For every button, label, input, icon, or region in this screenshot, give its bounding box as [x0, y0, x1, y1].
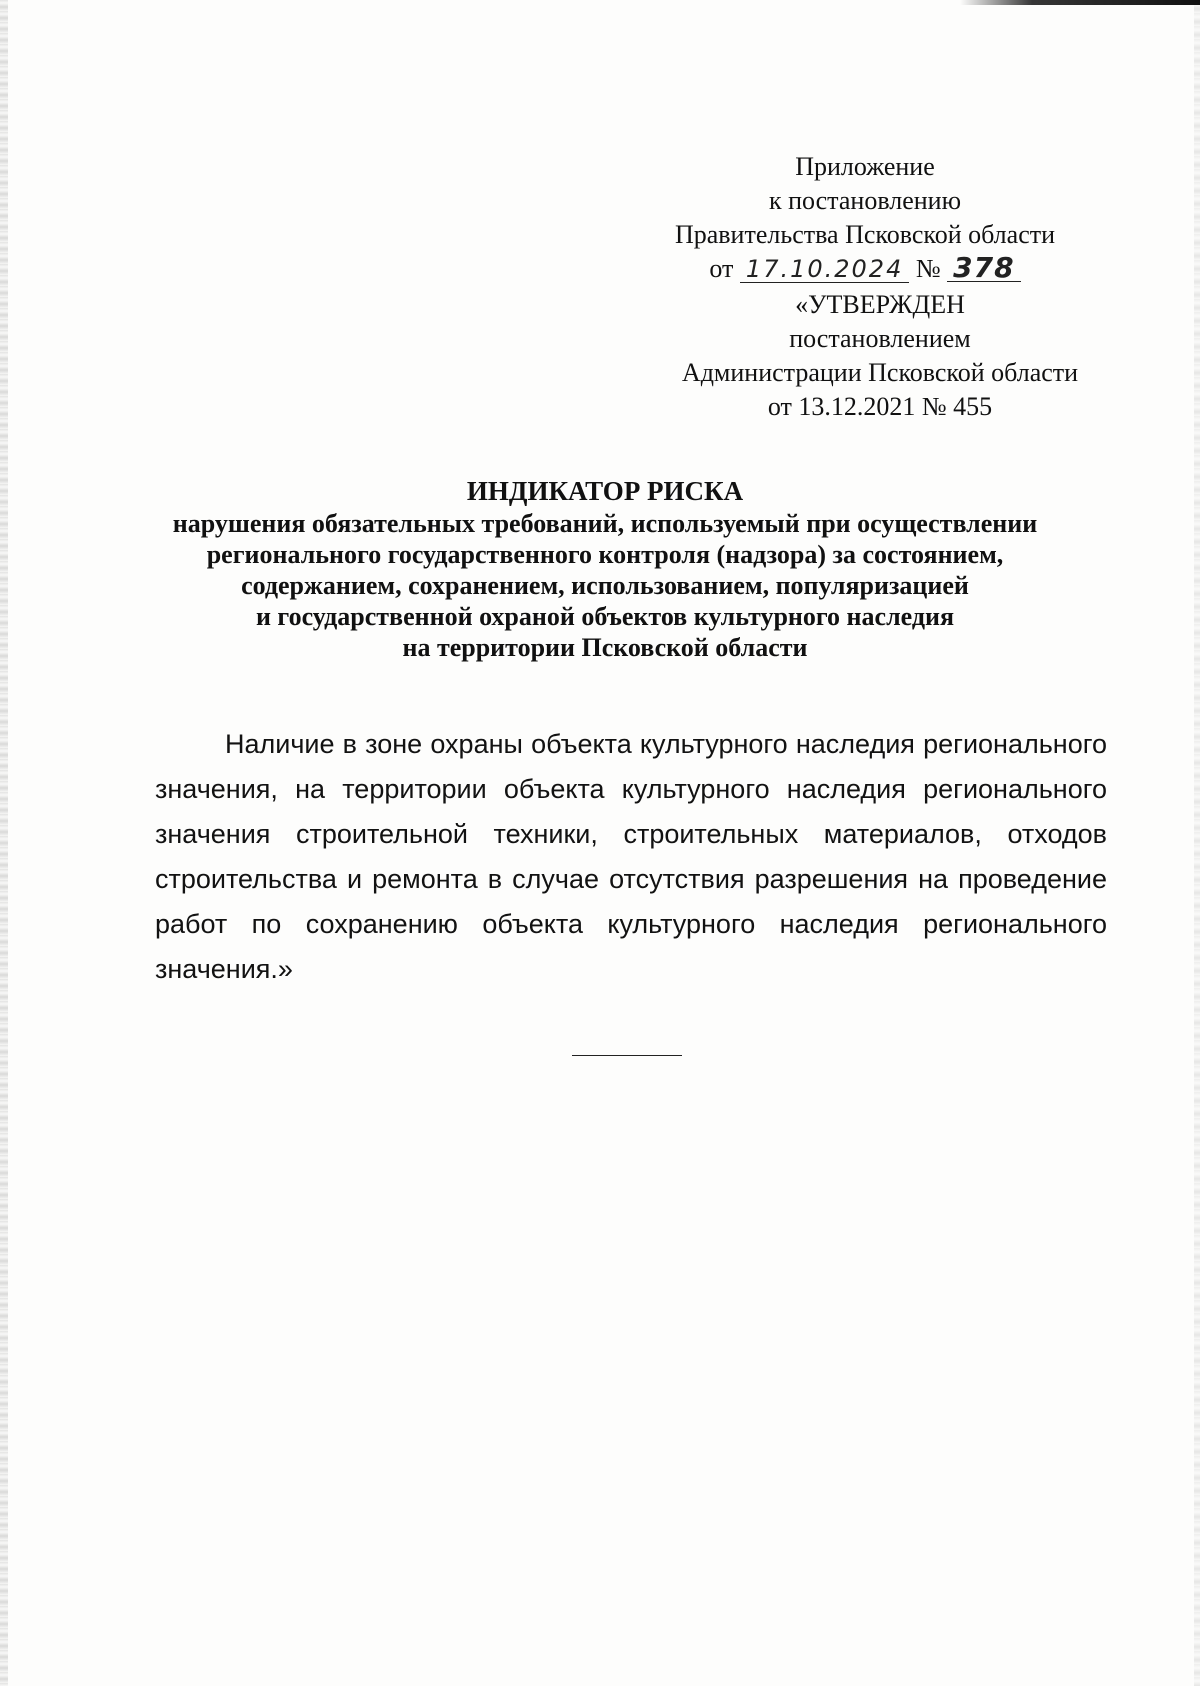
title-main: ИНДИКАТОР РИСКА	[466, 476, 744, 506]
appendix-reference: к постановлению	[768, 186, 962, 215]
scan-edge-artifact	[960, 0, 1200, 5]
body-paragraph: Наличие в зоне охраны объекта культурного наследия регионального значения, на территории объекта культурного наследия регионального значения строительной техники, строительных материалов, отходов строительства и ремонта в случае отсутствия разрешения на проведение работ по сохранению объекта культурного наследия регионального значения.»	[155, 729, 1107, 984]
approval-block	[640, 288, 1120, 424]
scan-edge-artifact	[1194, 0, 1200, 1686]
closing-divider	[572, 1055, 682, 1056]
number-sign: №	[915, 254, 941, 283]
appendix-block	[620, 150, 1110, 286]
handwritten-number: 378	[947, 255, 1020, 282]
appendix-date-row	[620, 252, 1110, 286]
approval-issuer: Администрации Псковской области	[681, 358, 1079, 387]
approval-date: от 13.12.2021 № 455	[767, 392, 993, 421]
appendix-issuer: Правительства Псковской области	[674, 220, 1056, 249]
title-line: регионального государственного контроля (надзора) за состоянием,	[206, 540, 1004, 569]
handwritten-date: 17.10.2024	[740, 256, 909, 283]
scan-edge-artifact	[0, 0, 8, 1686]
approval-heading: «УТВЕРЖДЕН	[795, 290, 965, 319]
document-title	[130, 476, 1080, 663]
approval-reference: постановлением	[789, 324, 971, 353]
title-line: на территории Псковской области	[402, 633, 808, 662]
appendix-heading: Приложение	[795, 152, 935, 181]
title-line: содержанием, сохранением, использованием, популяризацией	[241, 571, 969, 600]
title-line: и государственной охраной объектов культурного наследия	[255, 602, 955, 631]
date-prefix: от	[709, 254, 734, 283]
title-line: нарушения обязательных требований, используемый при осуществлении	[172, 509, 1038, 538]
